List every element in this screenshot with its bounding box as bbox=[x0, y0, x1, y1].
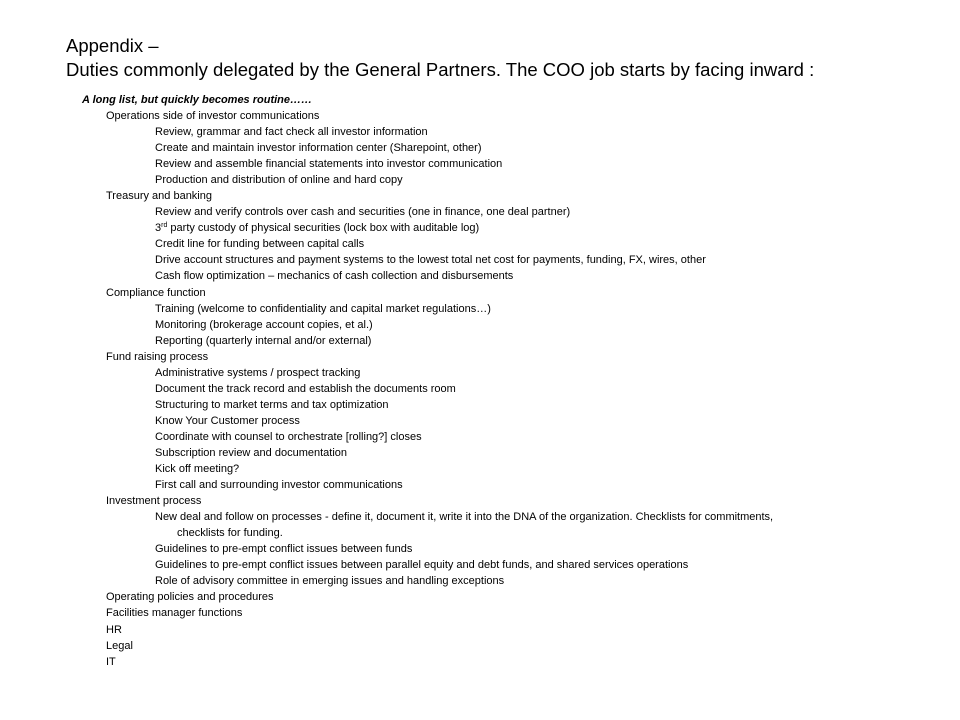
section-heading: Compliance function bbox=[106, 286, 206, 299]
list-item: Subscription review and documentation bbox=[155, 446, 348, 459]
section-heading: Operations side of investor communications bbox=[106, 110, 320, 122]
list-item: Credit line for funding between capital calls bbox=[155, 238, 365, 251]
list-item: Review and assemble financial statements into investor communication bbox=[155, 158, 503, 171]
section-heading: Legal bbox=[106, 639, 133, 652]
list-item: Review and verify controls over cash and securities (one in finance, one deal partner) bbox=[155, 206, 571, 219]
slide-title bbox=[66, 34, 936, 82]
section-heading: Operating policies and procedures bbox=[106, 591, 274, 604]
section-heading: Investment process bbox=[106, 495, 202, 508]
section-heading: Facilities manager functions bbox=[106, 607, 243, 620]
list-item-custody bbox=[0, 220, 960, 236]
section-heading: Fund raising process bbox=[106, 350, 209, 363]
list-item: Cash flow optimization – mechanics of cash collection and disbursements bbox=[155, 270, 514, 283]
section-heading: HR bbox=[106, 623, 122, 636]
section-heading: Treasury and banking bbox=[106, 190, 212, 203]
title-line-2: Duties commonly delegated by the General Partners. The COO job starts by facing inward : bbox=[66, 59, 815, 80]
list-item: Reporting (quarterly internal and/or external) bbox=[155, 334, 372, 347]
intro-text: A long list, but quickly becomes routine…… bbox=[82, 94, 313, 106]
list-item: Guidelines to pre-empt conflict issues between parallel equity and debt funds, and shared services operations bbox=[155, 559, 689, 572]
list-item: Monitoring (brokerage account copies, et al.) bbox=[155, 318, 373, 331]
list-item: Guidelines to pre-empt conflict issues between funds bbox=[155, 543, 413, 556]
list-item: Structuring to market terms and tax optimization bbox=[155, 398, 389, 411]
list-item: Training (welcome to confidentiality and capital market regulations…) bbox=[155, 302, 491, 315]
list-item-continuation: checklists for funding. bbox=[177, 527, 283, 540]
custody-prefix: 3 bbox=[155, 222, 162, 235]
custody-superscript: rd bbox=[161, 222, 168, 230]
list-item: Kick off meeting? bbox=[155, 463, 240, 476]
list-item: Document the track record and establish the documents room bbox=[155, 382, 456, 395]
title-line-1: Appendix – bbox=[66, 35, 159, 56]
list-item: First call and surrounding investor communications bbox=[155, 479, 403, 492]
custody-text: party custody of physical securities (lock box with auditable log) bbox=[170, 222, 480, 235]
list-item: Role of advisory committee in emerging issues and handling exceptions bbox=[155, 575, 505, 588]
section-heading: IT bbox=[106, 655, 116, 668]
list-item: Drive account structures and payment systems to the lowest total net cost for payments, funding, FX, wires, other bbox=[155, 254, 706, 267]
list-item: New deal and follow on processes - define it, document it, write it into the DNA of the organization. Checklists for commitments, bbox=[155, 511, 774, 524]
list-item: Coordinate with counsel to orchestrate [rolling?] closes bbox=[155, 430, 422, 443]
list-item: Administrative systems / prospect tracking bbox=[155, 366, 361, 379]
duties-outline bbox=[0, 108, 960, 670]
list-item: Create and maintain investor information center (Sharepoint, other) bbox=[155, 142, 482, 155]
list-item: Know Your Customer process bbox=[155, 414, 300, 427]
list-item: Production and distribution of online and hard copy bbox=[155, 174, 403, 187]
list-item: Review, grammar and fact check all investor information bbox=[155, 126, 428, 139]
